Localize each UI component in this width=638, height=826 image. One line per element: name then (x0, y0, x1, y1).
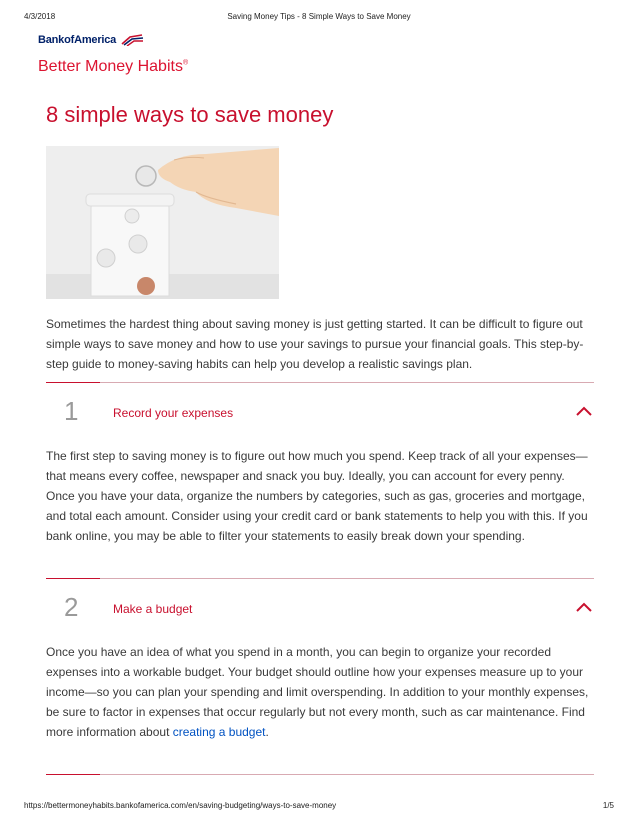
step-number: 2 (64, 592, 79, 622)
page-number: 1/5 (602, 801, 614, 810)
creating-a-budget-link[interactable]: creating a budget (172, 725, 266, 739)
bank-of-america-logo[interactable] (38, 34, 144, 46)
flag-logo-icon (120, 34, 144, 46)
print-url: https://bettermoneyhabits.bankofamerica.com/en/saving-budgeting/ways-to-save-money (24, 801, 337, 810)
step-title[interactable]: Record your expenses (113, 406, 234, 420)
registered-mark: ® (182, 59, 189, 67)
program-name: Better Money Habits (38, 58, 183, 75)
step-2-text-end: . (265, 725, 269, 739)
divider-accent (46, 578, 100, 579)
accordion-step-1[interactable] (46, 396, 594, 436)
print-date: 4/3/2018 (24, 12, 56, 21)
step-2-text: Once you have an idea of what you spend in a month, you can begin to organize your recorded expenses into a workable budget. Your budget should outline how your expenses measure up to your income—so you can plan your spending and limit overspending. In addition to your monthly expenses, be sure to factor in expenses that occur regularly but not every month, such as car maintenance. Find more information about (46, 645, 589, 739)
section-divider (46, 774, 594, 775)
intro-paragraph: Sometimes the hardest thing about saving money is just getting started. It can be difficult to figure out simple ways to save money and how to use your savings to pursue your financial goals. This step-by-step guide to money-saving habits can help you develop a realistic savings plan. (46, 317, 584, 371)
divider-accent (46, 774, 100, 775)
step-number: 1 (64, 396, 79, 426)
divider-accent (46, 382, 100, 383)
step-1-body: The first step to saving money is to figure out how much you spend. Keep track of all your expenses—that means every coffee, newspaper and snack you buy. Ideally, you can account for every penny. Once you have your data, organize the numbers by categories, such as gas, groceries and mortgage, and total each amount. Consider using your credit card or bank statements to help you with this. If you bank online, you may be able to filter your statements to easily break down your spending. (46, 449, 588, 543)
section-divider (46, 382, 594, 383)
accordion-step-2[interactable] (46, 592, 594, 632)
step-title[interactable]: Make a budget (113, 602, 193, 616)
page-title: 8 simple ways to save money (46, 102, 334, 127)
logo-wordmark: BankofAmerica (38, 34, 117, 46)
chevron-up-icon[interactable] (576, 406, 592, 416)
section-divider (46, 578, 594, 579)
step-2-body (46, 642, 594, 742)
hero-illustration (46, 146, 279, 299)
print-doc-title: Saving Money Tips - 8 Simple Ways to Save Money (227, 12, 411, 21)
chevron-up-icon[interactable] (576, 602, 592, 612)
better-money-habits-logo[interactable] (38, 58, 188, 76)
